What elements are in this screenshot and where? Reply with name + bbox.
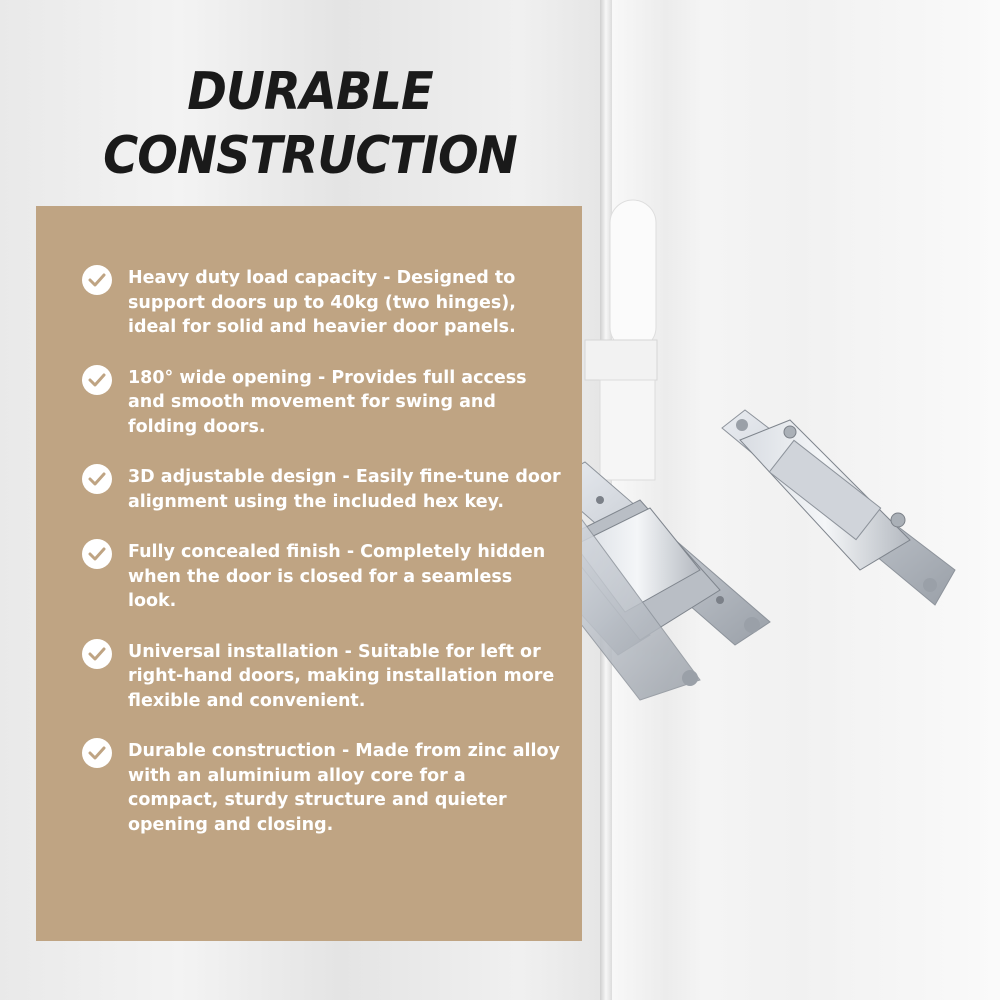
feature-text: Fully concealed finish - Completely hidden when the door is closed for a seamless look.	[128, 542, 546, 611]
check-circle-icon	[82, 265, 112, 295]
door-latch	[585, 200, 657, 480]
list-item	[82, 266, 562, 340]
list-item	[82, 640, 562, 714]
feature-text: Durable construction - Made from zinc alloy with an aluminium alloy core for a compact, sturdy structure and quieter opening and closing.	[128, 741, 560, 835]
check-circle-icon	[82, 639, 112, 669]
feature-text: 3D adjustable design - Easily fine-tune door alignment using the included hex key.	[128, 467, 561, 512]
check-circle-icon	[82, 539, 112, 569]
features-panel	[36, 206, 582, 941]
check-circle-icon	[82, 738, 112, 768]
list-item	[82, 366, 562, 440]
closed-hinge	[722, 410, 955, 605]
list-item	[82, 540, 562, 614]
title-line-2: CONSTRUCTION	[103, 126, 517, 186]
feature-list	[82, 266, 562, 863]
page-title	[80, 60, 540, 188]
feature-text: Universal installation - Suitable for left or right-hand doors, making installation more flexible and convenient.	[128, 641, 555, 711]
list-item	[82, 739, 562, 837]
feature-text: 180° wide opening - Provides full access and smooth movement for swing and folding doors.	[128, 367, 527, 437]
check-circle-icon	[82, 365, 112, 395]
feature-text: Heavy duty load capacity - Designed to support doors up to 40kg (two hinges), ideal for solid and heavier door panels.	[128, 268, 516, 337]
title-line-1: DURABLE	[187, 62, 433, 122]
list-item	[82, 465, 562, 514]
check-circle-icon	[82, 464, 112, 494]
